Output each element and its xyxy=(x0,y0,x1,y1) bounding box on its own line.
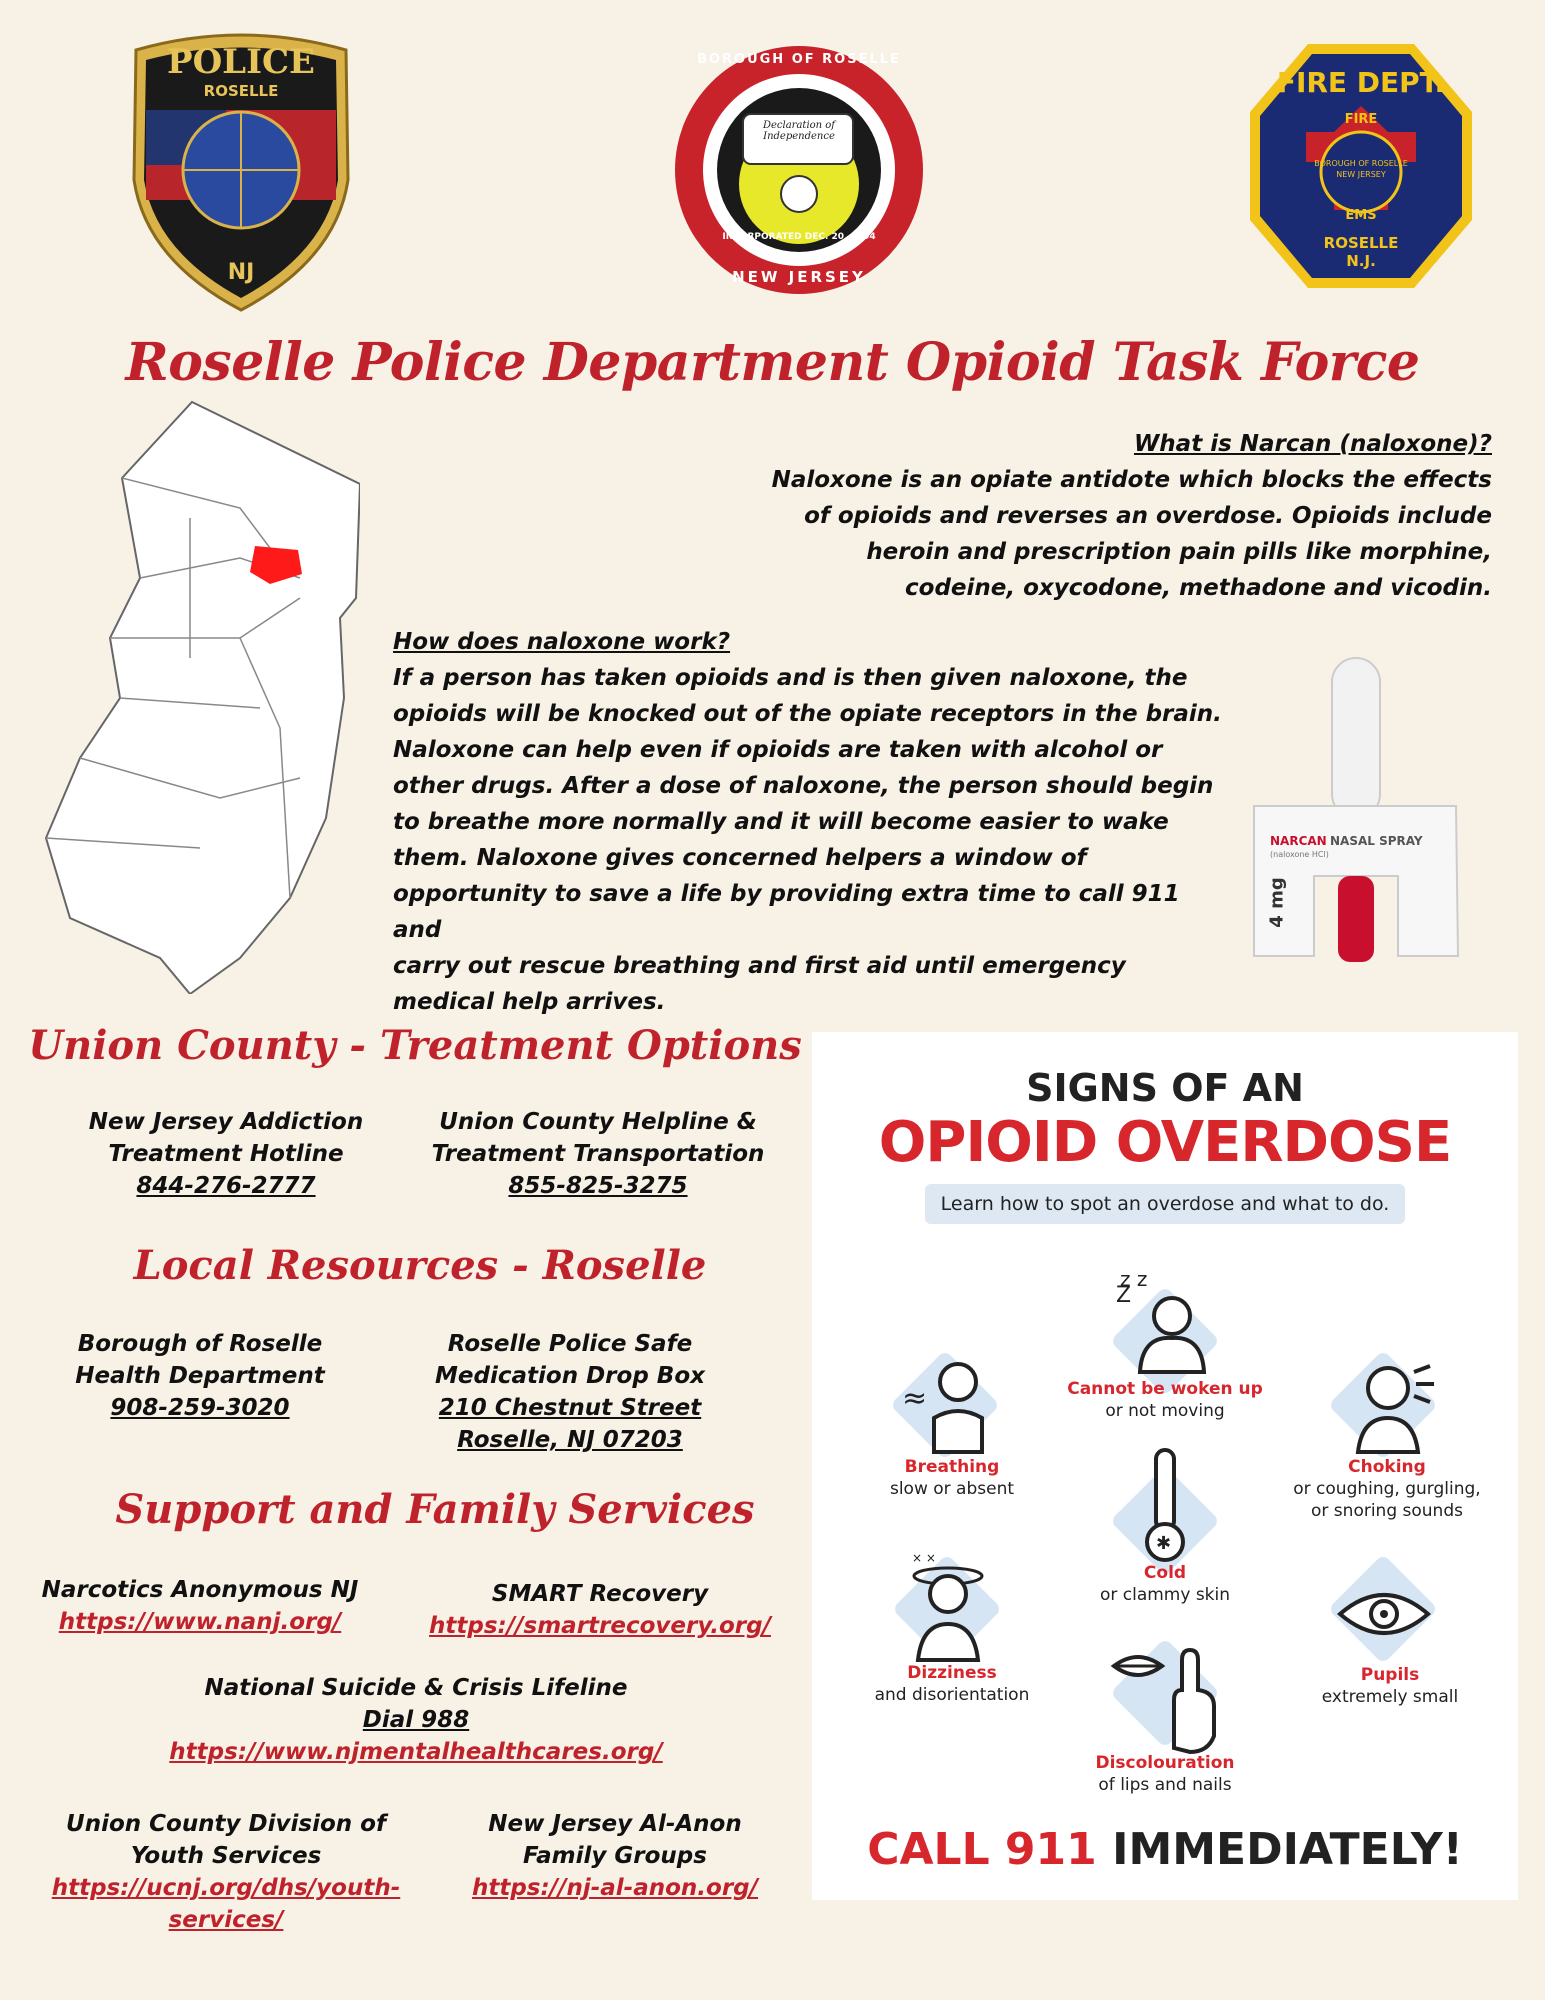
support-heading: Support and Family Services xyxy=(115,1486,755,1533)
narcan-line: Naloxone is an opiate antidote which blocks the effects xyxy=(771,467,1492,493)
how-question: How does naloxone work? xyxy=(393,629,731,655)
narcan-block xyxy=(700,426,1492,606)
sign-heading: Discolouration xyxy=(1095,1753,1235,1773)
resource-name: Medication Drop Box xyxy=(435,1363,705,1389)
sign-heading: Breathing xyxy=(904,1457,1000,1477)
address-link[interactable]: Roselle, NJ 07203 xyxy=(457,1427,683,1453)
spray-brand: NARCAN xyxy=(1270,834,1327,848)
svg-text:Z: Z xyxy=(1116,1283,1132,1308)
sign-detail: or snoring sounds xyxy=(1311,1501,1463,1521)
how-line: opioids will be knocked out of the opiate receptors in the brain. xyxy=(393,701,1222,727)
fire-dept-badge xyxy=(1248,42,1474,290)
sign-dizziness xyxy=(842,1662,1062,1706)
narcan-spray-device xyxy=(1248,656,1462,966)
borough-seal xyxy=(673,44,925,296)
signs-title-top: SIGNS OF AN xyxy=(1026,1066,1304,1110)
spray-product: NASAL SPRAY xyxy=(1330,834,1423,848)
sign-heading: Cold xyxy=(1143,1563,1187,1583)
resource-name: Youth Services xyxy=(130,1843,322,1869)
treatment-right xyxy=(408,1106,788,1202)
resource-name: Roselle Police Safe xyxy=(447,1331,693,1357)
narcan-line: codeine, oxycodone, methadone and vicodin. xyxy=(905,575,1492,601)
sign-cold xyxy=(1048,1562,1282,1606)
sign-choking xyxy=(1262,1456,1512,1522)
fire-badge-ring: BOROUGH OF ROSELLE NEW JERSEY xyxy=(1314,159,1408,179)
resource-name: New Jersey Al-Anon xyxy=(488,1811,742,1837)
how-line: opportunity to save a life by providing extra time to call 911 and xyxy=(393,881,1180,943)
treatment-heading: Union County - Treatment Options xyxy=(28,1022,802,1069)
signs-panel xyxy=(812,1032,1518,1900)
sign-detail: and disorientation xyxy=(874,1685,1030,1705)
nj-map xyxy=(40,398,360,994)
how-line: medical help arrives. xyxy=(393,989,666,1015)
svg-text:✱: ✱ xyxy=(1156,1533,1172,1554)
support-na xyxy=(30,1574,370,1638)
svg-text:× ×: × × xyxy=(912,1551,936,1565)
fire-badge-inner-bottom: EMS xyxy=(1345,208,1377,223)
sign-heading: Dizziness xyxy=(907,1663,997,1683)
sign-detail: slow or absent xyxy=(889,1479,1015,1499)
call-911-rest: IMMEDIATELY! xyxy=(1096,1824,1463,1875)
police-badge xyxy=(126,30,356,312)
eye-icon xyxy=(1334,1584,1434,1644)
breathing-icon xyxy=(898,1348,998,1458)
how-line: other drugs. After a dose of naloxone, the person should begin xyxy=(393,773,1214,799)
police-badge-mid: ROSELLE xyxy=(203,82,279,100)
resource-name: Union County Helpline & xyxy=(439,1109,757,1135)
resource-name: SMART Recovery xyxy=(491,1581,709,1607)
support-alanon xyxy=(440,1808,790,1904)
sign-discolour xyxy=(1048,1752,1282,1796)
choking-icon xyxy=(1338,1348,1438,1458)
narcan-line: of opioids and reverses an overdose. Opioids include xyxy=(804,503,1492,529)
dial-link[interactable]: Dial 988 xyxy=(362,1707,470,1733)
resource-name: Health Department xyxy=(75,1363,325,1389)
resource-name: Family Groups xyxy=(523,1843,707,1869)
smart-link[interactable]: https://smartrecovery.org/ xyxy=(429,1613,771,1639)
narcan-line: heroin and prescription pain pills like morphine, xyxy=(866,539,1492,565)
svg-text:≈: ≈ xyxy=(902,1381,928,1416)
thermometer-icon xyxy=(1140,1446,1190,1566)
youth-link[interactable]: services/ xyxy=(168,1907,284,1933)
how-line: carry out rescue breathing and first aid until emergency xyxy=(393,953,1126,979)
borough-seal-ring-top: BOROUGH OF ROSELLE xyxy=(697,52,901,67)
resource-name: Narcotics Anonymous NJ xyxy=(41,1577,359,1603)
support-crisis xyxy=(116,1672,716,1768)
sign-detail: or coughing, gurgling, xyxy=(1293,1479,1481,1499)
dizzy-person-icon xyxy=(896,1548,1000,1664)
svg-text:z z: z z xyxy=(1120,1267,1148,1291)
alanon-link[interactable]: https://nj-al-anon.org/ xyxy=(471,1875,759,1901)
phone-link[interactable]: 908-259-3020 xyxy=(110,1395,290,1421)
sign-heading: Pupils xyxy=(1360,1665,1420,1685)
borough-seal-ring-bottom: NEW JERSEY xyxy=(732,268,866,286)
signs-learn-banner: Learn how to spot an overdose and what to do. xyxy=(925,1184,1405,1224)
sign-detail: or not moving xyxy=(1105,1401,1225,1421)
resource-name: Borough of Roselle xyxy=(77,1331,323,1357)
local-heading: Local Resources - Roselle xyxy=(133,1242,707,1289)
na-link[interactable]: https://www.nanj.org/ xyxy=(58,1609,342,1635)
resource-name: Treatment Transportation xyxy=(431,1141,765,1167)
sleeping-person-icon xyxy=(1112,1256,1218,1376)
resource-name: New Jersey Addiction xyxy=(88,1109,364,1135)
local-left xyxy=(50,1328,350,1424)
treatment-left xyxy=(76,1106,376,1202)
lips-nails-icon xyxy=(1108,1640,1228,1760)
narcan-question: What is Narcan (naloxone)? xyxy=(1133,431,1492,457)
page-title: Roselle Police Department Opioid Task Force xyxy=(125,332,1420,393)
spray-sub: (naloxone HCl) xyxy=(1270,850,1329,859)
sign-detail: or clammy skin xyxy=(1099,1585,1231,1605)
sign-detail: of lips and nails xyxy=(1098,1775,1232,1795)
spray-dose: 4 mg xyxy=(1266,877,1288,928)
police-badge-bottom: NJ xyxy=(227,260,255,285)
police-badge-top: POLICE xyxy=(167,42,315,82)
resource-name: National Suicide & Crisis Lifeline xyxy=(204,1675,628,1701)
sign-pupils xyxy=(1272,1664,1508,1708)
phone-link[interactable]: 844-276-2777 xyxy=(136,1173,316,1199)
how-block xyxy=(393,624,1233,1020)
phone-link[interactable]: 855-825-3275 xyxy=(508,1173,688,1199)
how-line: them. Naloxone gives concerned helpers a window of xyxy=(393,845,1087,871)
fire-badge-bottom1: ROSELLE xyxy=(1323,234,1399,252)
sign-heading: Cannot be woken up xyxy=(1067,1379,1263,1399)
local-right xyxy=(420,1328,720,1456)
support-youth xyxy=(40,1808,412,1936)
call-911-banner xyxy=(812,1824,1518,1875)
signs-title-main: OPIOID OVERDOSE xyxy=(878,1110,1452,1175)
sign-woken xyxy=(1048,1378,1282,1422)
sign-heading: Choking xyxy=(1348,1457,1426,1477)
youth-link[interactable]: https://ucnj.org/dhs/youth- xyxy=(51,1875,401,1901)
address-link[interactable]: 210 Chestnut Street xyxy=(438,1395,702,1421)
crisis-link[interactable]: https://www.njmentalhealthcares.org/ xyxy=(169,1739,663,1765)
how-line: If a person has taken opioids and is then given naloxone, the xyxy=(393,665,1188,691)
resource-name: Treatment Hotline xyxy=(108,1141,344,1167)
fire-badge-bottom2: N.J. xyxy=(1346,252,1376,270)
call-911-red: CALL 911 xyxy=(867,1824,1097,1875)
support-smart xyxy=(420,1578,780,1642)
borough-seal-scroll: Declaration of Independence xyxy=(762,120,836,142)
sign-detail: extremely small xyxy=(1321,1687,1459,1707)
resource-name: Union County Division of xyxy=(66,1811,386,1837)
how-line: Naloxone can help even if opioids are taken with alcohol or xyxy=(393,737,1163,763)
fire-badge-inner-top: FIRE xyxy=(1344,112,1378,127)
fire-badge-top: FIRE DEPT. xyxy=(1276,66,1446,99)
borough-seal-inner: INCORPORATED DEC. 20, 1894 xyxy=(722,232,876,242)
sign-breathing xyxy=(852,1456,1052,1500)
how-line: to breathe more normally and it will become easier to wake xyxy=(393,809,1169,835)
